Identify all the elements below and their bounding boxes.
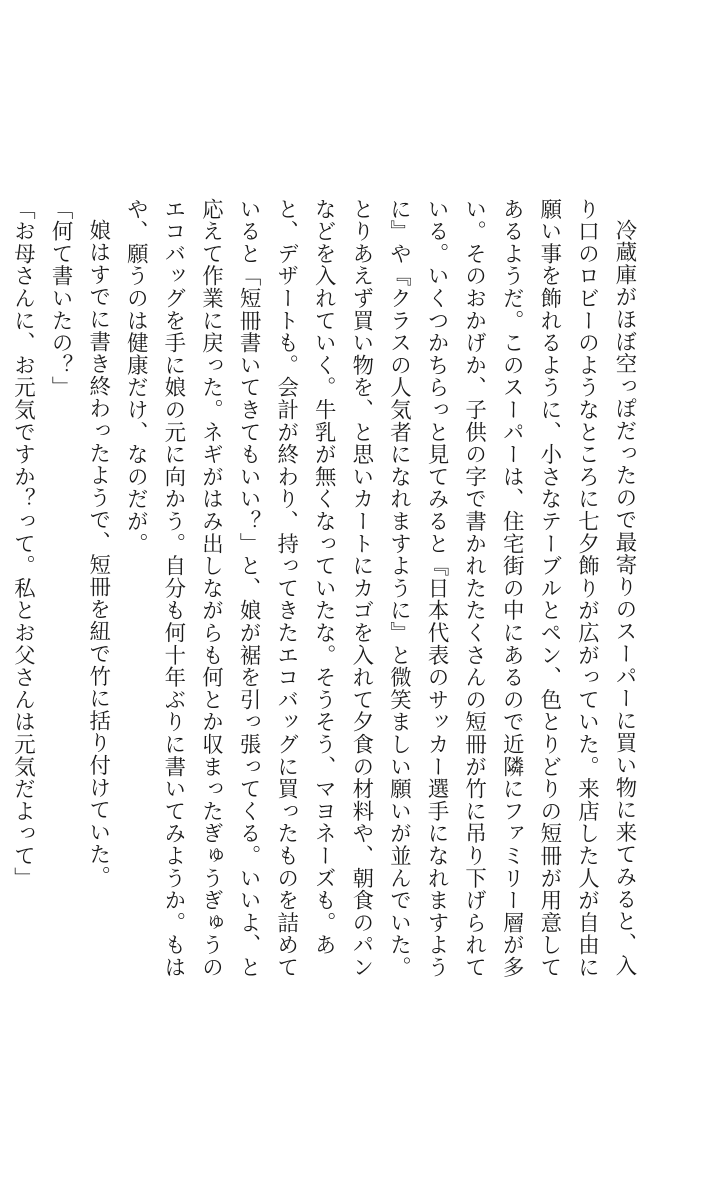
paragraph-2: 娘はすでに書き終わったようで、短冊を紐で竹に括り付けていた。 [85,219,111,889]
vertical-text-body [10,198,643,988]
dialogue-line-2: 「お母さんに、お元気ですか？って。私とお父さんは元気だよって」 [10,198,36,890]
paragraph-1: 冷蔵庫がほぼ空っぽだったので最寄りのスーパーに買い物に来てみると、入り口のロビーのようなところに七夕飾りが広がっていた。来店した人が自由に願い事を飾れるように、小さなテーブルとペン、色とりどりの短冊が用意してあるようだ。このスーパーは、住宅街の中にあるので近隣にファミリー層が多い。そのおかげか、子供の字で書かれたたくさんの短冊が竹に吊り下げられている。いくつかちらっと見てみると『日本代表のサッカー選手になれますように』や『クラスの人気者になれますように』と微笑ましい願いが並んでいた。とりあえず買い物を、と思いカートにカゴを入れて夕食の材料や、朝食のパンなどを入れていく。牛乳が無くなっていたな。そうそう、マヨネーズも。あと、デザートも。会計が終わり、持ってきたエコバッグに買ったものを詰めていると「短冊書いてきてもいい？」と、娘が裾を引っ張ってくる。いいよ、と応えて作業に戻った。ネギがはみ出しながらも何とか収まったぎゅうぎゅうのエコバッグを手に娘の元に向かう。自分も何十年ぶりに書いてみようか。もはや、願うのは健康だけ、なのだが。 [123,198,637,979]
dialogue-line-1: 「何て書いたの？」 [48,198,74,399]
